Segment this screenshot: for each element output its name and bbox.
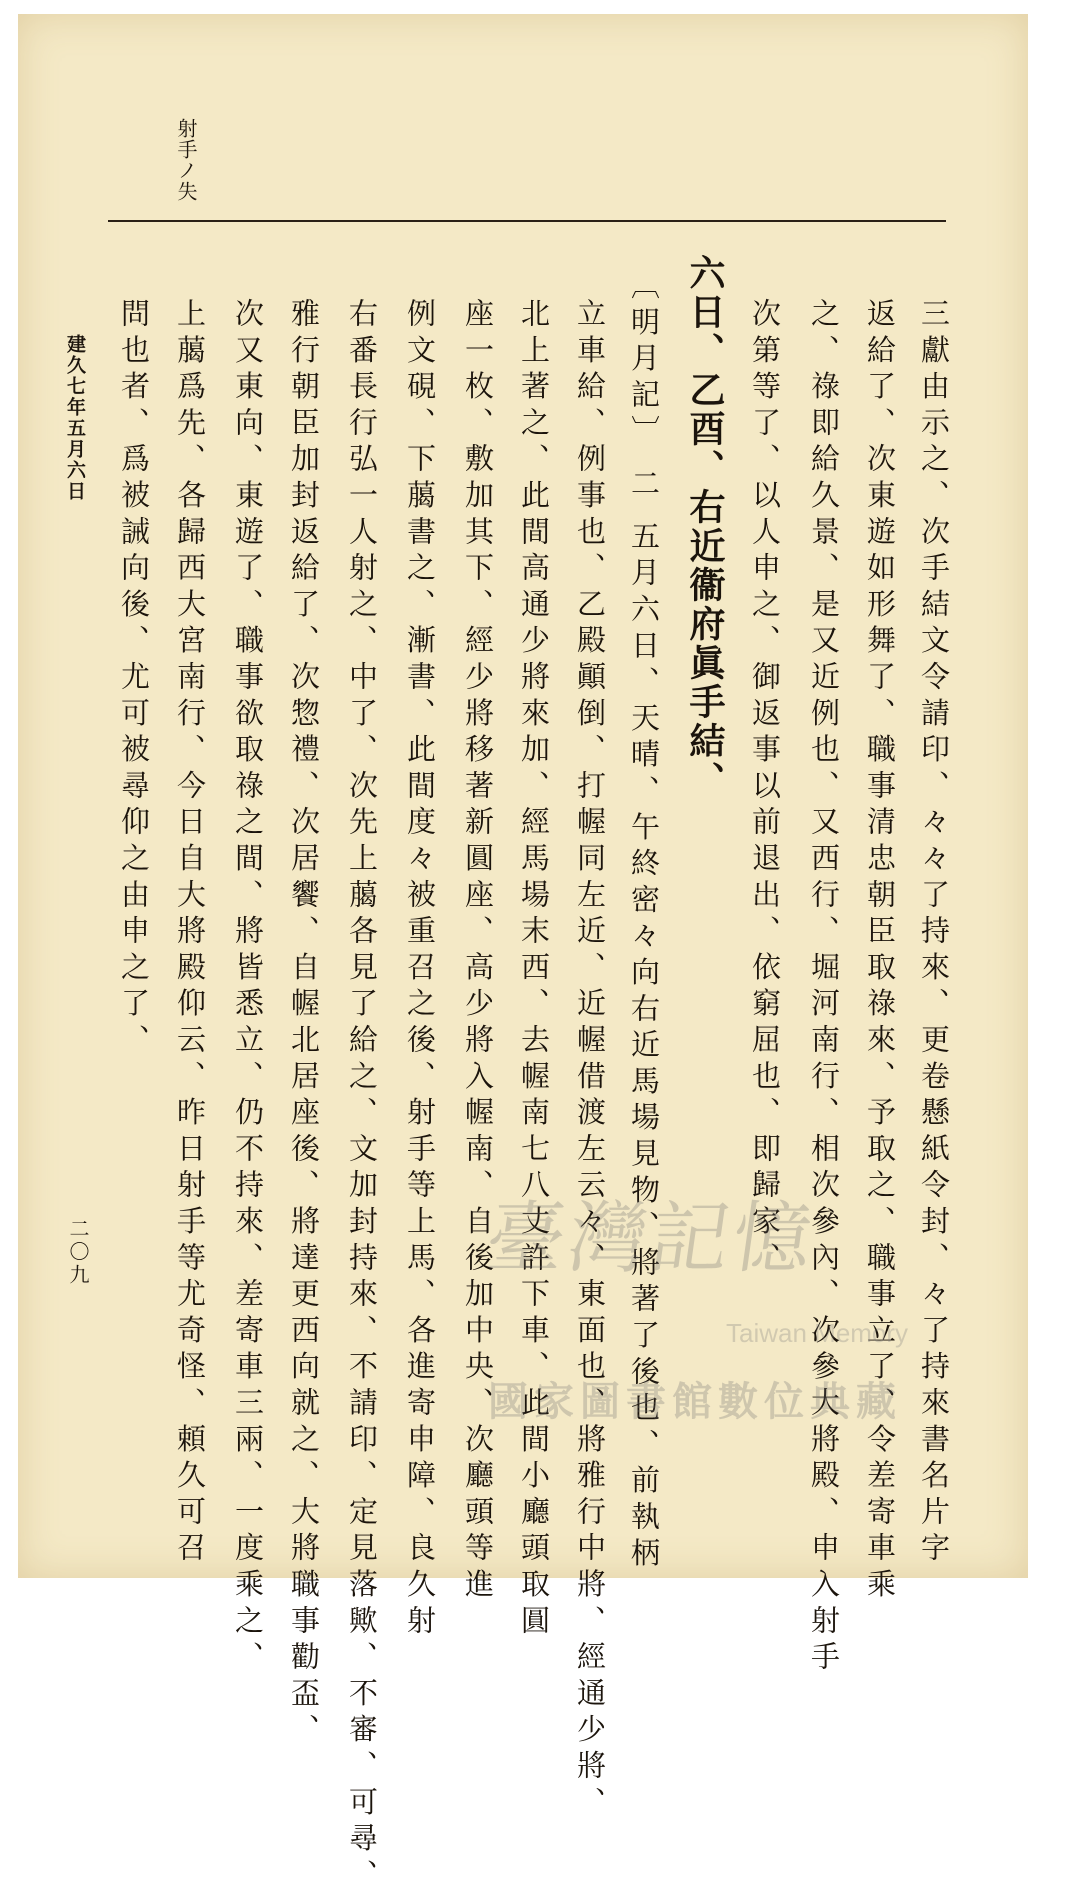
- entry-heading: 六日、乙酉、右近衞府眞手結、: [684, 254, 726, 800]
- margin-date: 建久七年五月六日: [64, 334, 86, 502]
- watermark-agency: 國家圖書館數位典藏: [488, 1379, 902, 1425]
- text-column: 座一枚、敷加其下、經少將移著新圓座、高少將入幄南、自後加中央、次廳頭等進: [461, 298, 495, 1605]
- text-column: 立車給、例事也、乙殿顚倒、打幄同左近、近幄借渡左云々、東面也、將雅行中將、經通少將、: [573, 298, 607, 1823]
- watermark-english: Taiwan Memory: [726, 1318, 909, 1348]
- text-column: 〔明月記〕 二 五月六日、天晴、午終密々向右近馬場見物、將著了後也、前執柄: [627, 270, 661, 1574]
- watermark-logo: [480, 1176, 978, 1426]
- text-column: 問也者、爲被誡向後、尤可被尋仰之由申之了、: [117, 298, 151, 1061]
- text-column: 上﨟爲先、各歸西大宮南行、今日自大將殿仰云、昨日射手等尤奇怪、頼久可召: [173, 298, 207, 1569]
- watermark-logo-text: 臺灣記憶: [480, 1194, 822, 1284]
- header-rule: [108, 220, 946, 222]
- text-column: 北上著之、此間高通少將來加、經馬場末西、去幄南七八丈許下車、此間小廳頭取圓: [517, 298, 551, 1642]
- text-column: 雅行朝臣加封返給了、次惣禮、次居饗、自幄北居座後、將達更西向就之、大將職事勸盃、: [287, 298, 321, 1750]
- text-column: 例文硯、下﨟書之、漸書、此間度々被重召之後、射手等上馬、各進寄申障、良久射: [403, 298, 437, 1642]
- page-number: 二〇九: [66, 1218, 90, 1287]
- text-column: 右番長行弘一人射之、中了、次先上﨟各見了給之、文加封持來、不請印、定見落歟、不審、可尋、: [345, 298, 379, 1895]
- running-title: 射手ノ失: [174, 118, 198, 202]
- text-column: 返給了、次東遊如形舞了、職事清忠朝臣取祿來、予取之、職事立了、令差寄車乘: [863, 298, 897, 1605]
- text-column: 次第等了、以人申之、御返事以前退出、依窮屈也、即歸家、: [748, 298, 782, 1279]
- text-column: 次又東向、東遊了、職事欲取祿之間、將皆悉立、仍不持來、差寄車三兩、一度乘之、: [231, 298, 265, 1678]
- text-column: 之、祿即給久景、是又近例也、又西行、堀河南行、相次參內、次參大將殿、申入射手: [807, 298, 841, 1678]
- text-column: 三獻由示之、次手結文令請印、々々了持來、更卷懸紙令封、々了持來書名片字: [917, 298, 951, 1569]
